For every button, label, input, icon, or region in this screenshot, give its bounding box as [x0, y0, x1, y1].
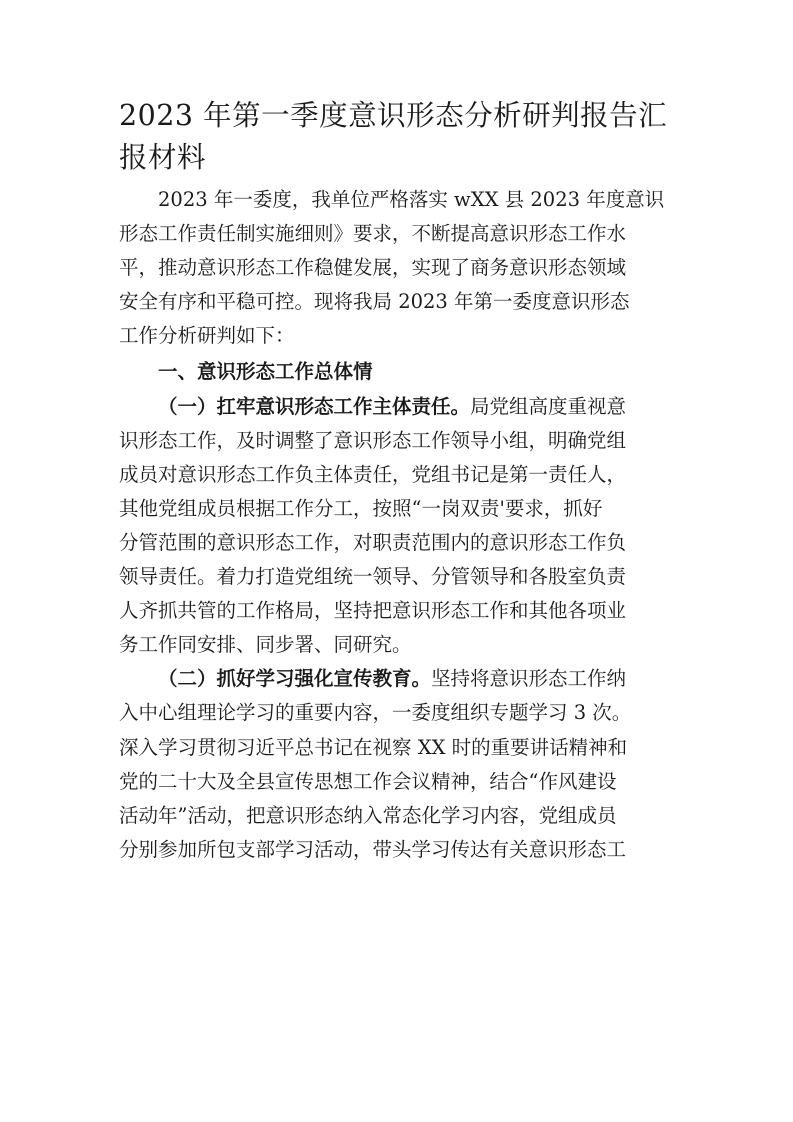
- text-line: 入中心组理论学习的重要内容，一委度组织专题学习 3 次。: [119, 701, 632, 725]
- text-line: 识形态工作，及时调整了意识形态工作领导小组，明确党组: [119, 428, 627, 452]
- text-line: 党的二十大及全县宣传思想工作会议精神，结合“作风建设: [119, 769, 617, 793]
- text-line: 领导责任。着力打造党组统一领导、分管领导和各股室负责: [119, 565, 627, 589]
- section-heading-text: 一、意识形态工作总体情: [158, 360, 373, 384]
- text-line: 分管范围的意识形态工作，对职责范围内的意识形态工作负: [119, 530, 627, 554]
- subsection-1-title: （一）扛牢意识形态工作主体责任。: [158, 394, 471, 418]
- subsection-2-paragraph: [119, 662, 675, 867]
- subsection-1-paragraph: [119, 390, 675, 663]
- text-line: 工作分析研判如下：: [119, 324, 295, 348]
- document-title: [119, 95, 675, 179]
- title-line: 报材料: [119, 141, 207, 174]
- text-line: 深入学习贯彻习近平总书记在视察 XX 时的重要讲话精神和: [119, 735, 628, 759]
- text-line: 分别参加所包支部学习活动，带头学习传达有关意识形态工: [119, 837, 627, 861]
- subsection-2-lead: 坚持将意识形态工作纳: [431, 667, 627, 691]
- title-line: 2023 年第一季度意识形态分析研判报告汇: [119, 99, 668, 132]
- text-line: 安全有序和平稳可控。现将我局 2023 年第一委度意识形态: [119, 290, 630, 314]
- document-page: [119, 95, 675, 867]
- subsection-2-title: （二）抓好学习强化宣传教育。: [158, 667, 432, 691]
- text-line: 平，推动意识形态工作稳健发展，实现了商务意识形态领域: [119, 256, 627, 280]
- text-line: 务工作同安排、同步署、同研究。: [119, 633, 412, 657]
- text-line: 形态工作责任制实施细则》要求，不断提高意识形态工作水: [119, 222, 627, 246]
- text-line: [119, 662, 675, 696]
- text-line: 其他党组成员根据工作分工，按照“一岗双责'要求，抓好: [119, 496, 603, 520]
- text-line: 活动年”活动，把意识形态纳入常态化学习内容，党组成员: [119, 803, 617, 827]
- text-line: 人齐抓共管的工作格局，坚持把意识形态工作和其他各项业: [119, 599, 627, 623]
- text-line: 2023 年一委度，我单位严格落实 wXX 县 2023 年度意识: [158, 188, 665, 211]
- text-line: 成员对意识形态工作负主体责任，党组书记是第一责任人，: [119, 462, 627, 486]
- intro-paragraph: [119, 183, 675, 353]
- section-heading: [119, 355, 675, 389]
- text-line: [119, 390, 675, 424]
- subsection-1-lead: 局党组高度重视意: [470, 394, 627, 418]
